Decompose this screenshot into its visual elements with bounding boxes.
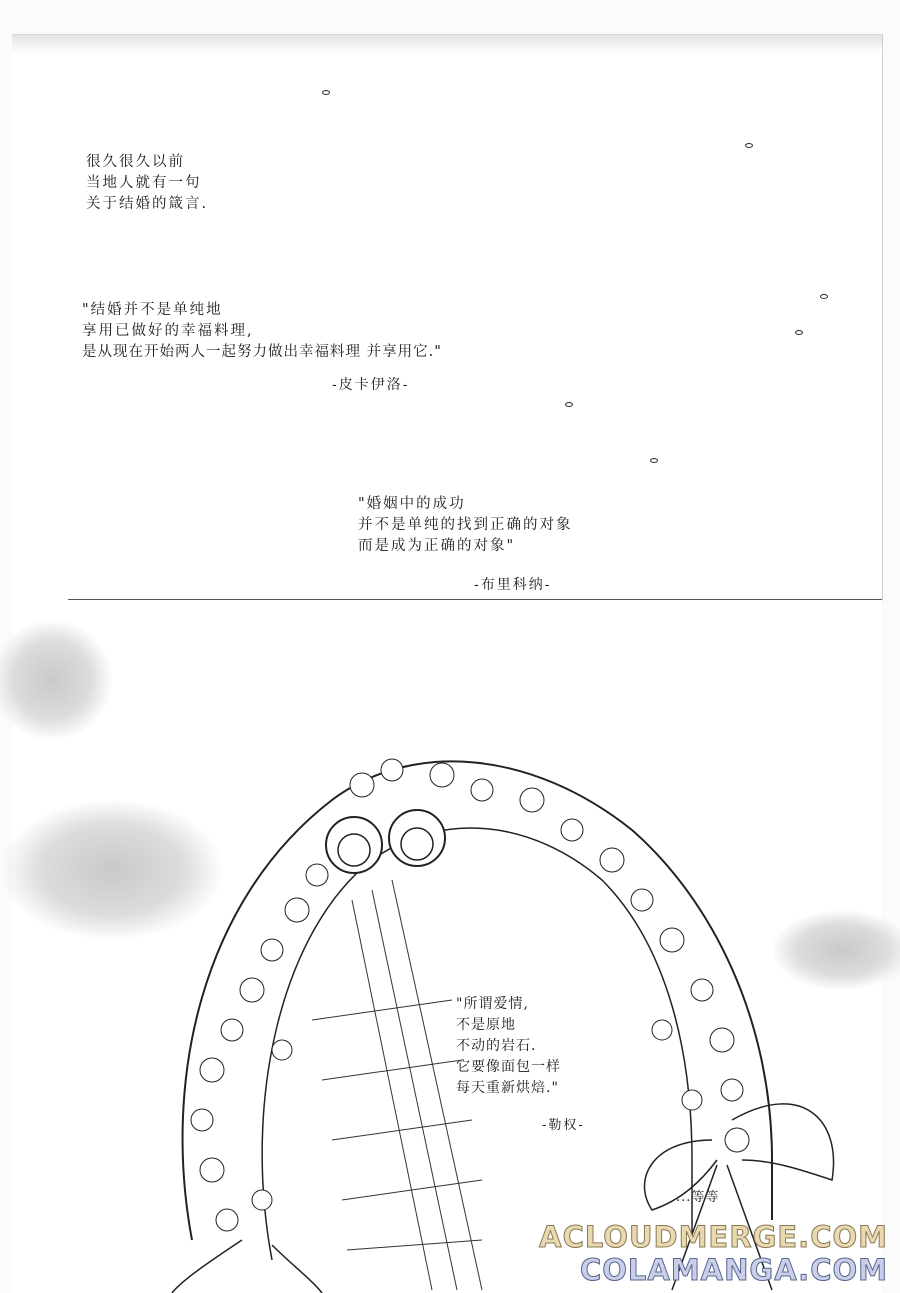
bell-icon <box>326 810 445 873</box>
quote-1-line-3: 是从现在开始两人一起努力做出幸福料理 并享用它." <box>82 344 442 360</box>
quote-2-text <box>358 494 573 557</box>
watermark-line-1: ACLOUDMERGE.COM <box>539 1220 888 1254</box>
quote-3-line-5: 每天重新烘焙." <box>456 1080 559 1096</box>
petal-icon <box>795 330 803 335</box>
quote-1-text <box>82 300 442 363</box>
quote-1-line-2: 享用已做好的幸福料理, <box>82 323 254 339</box>
quote-3-line-1: "所谓爱情, <box>456 996 529 1012</box>
petal-icon <box>650 458 658 463</box>
flower-wreath-illustration <box>12 600 882 1293</box>
intro-text <box>86 152 208 215</box>
petal-icon <box>322 90 330 95</box>
quote-1-line-1: "结婚并不是单纯地 <box>82 302 223 318</box>
quote-2-line-1: "婚姻中的成功 <box>358 496 466 512</box>
quote-3-line-2: 不是原地 <box>456 1017 516 1033</box>
quote-3-line-4: 它要像面包一样 <box>456 1059 561 1075</box>
quote-3-line-3: 不动的岩石. <box>456 1038 537 1054</box>
sky-tone-strip <box>12 35 882 53</box>
petal-icon <box>820 294 828 299</box>
quote-1-attribution: -皮卡伊洛- <box>332 377 410 393</box>
intro-line-2: 当地人就有一句 <box>86 175 202 191</box>
quote-2-attribution: -布里科纳- <box>474 577 552 593</box>
watermark-line-2: COLAMANGA.COM <box>579 1253 888 1287</box>
intro-line-1: 很久很久以前 <box>86 154 185 170</box>
petal-icon <box>745 143 753 148</box>
quote-2-line-2: 并不是单纯的找到正确的对象 <box>358 517 573 533</box>
quote-2-line-3: 而是成为正确的对象" <box>358 538 516 554</box>
petal-icon <box>565 402 573 407</box>
quote-3-text <box>456 994 561 1099</box>
bottom-panel <box>12 600 882 1293</box>
etc-caption: ...等等 <box>676 1190 720 1205</box>
quote-3-attribution: -勒权- <box>542 1118 585 1133</box>
intro-line-3: 关于结婚的箴言. <box>86 196 209 212</box>
